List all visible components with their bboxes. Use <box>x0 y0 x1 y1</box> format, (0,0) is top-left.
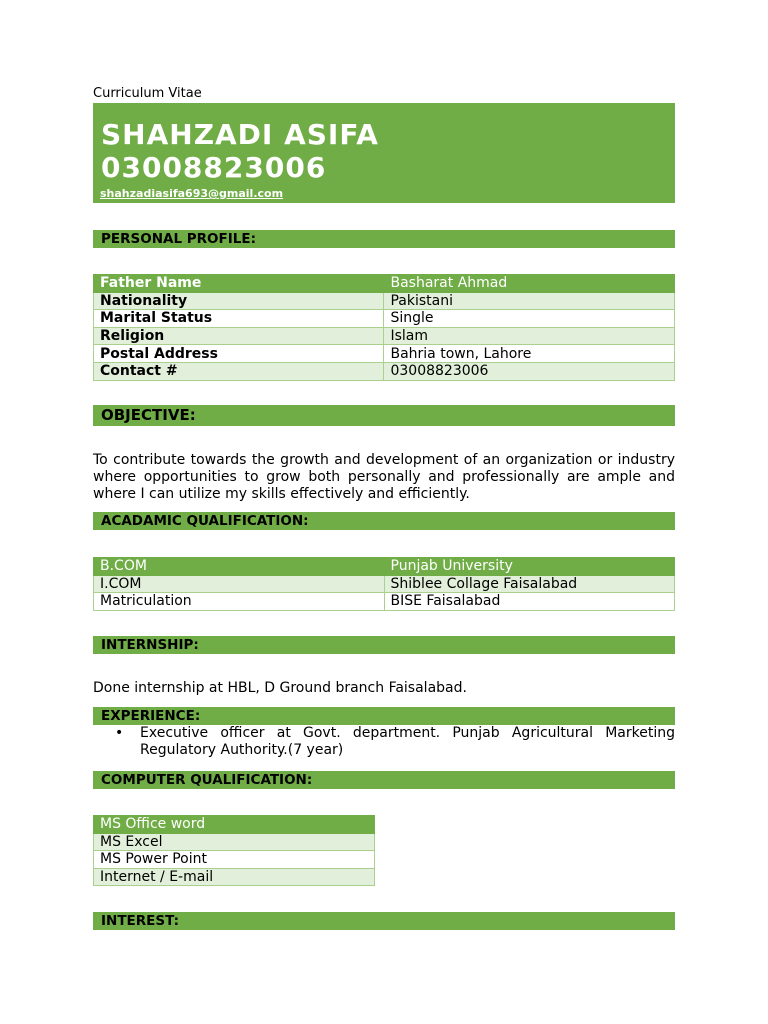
academic-degree: Matriculation <box>94 593 385 611</box>
academic-institute: BISE Faisalabad <box>384 593 674 611</box>
profile-value: Bahria town, Lahore <box>384 345 675 363</box>
table-row <box>94 833 375 851</box>
section-internship: INTERNSHIP: <box>93 636 675 654</box>
section-personal-profile: PERSONAL PROFILE: <box>93 230 675 248</box>
table-row <box>94 345 675 363</box>
table-row <box>94 558 675 576</box>
profile-value: Islam <box>384 327 675 345</box>
internship-text: Done internship at HBL, D Ground branch Faisalabad. <box>93 680 467 696</box>
section-experience: EXPERIENCE: <box>93 707 675 725</box>
table-row <box>94 575 675 593</box>
computer-table <box>93 815 375 886</box>
profile-value: Pakistani <box>384 292 675 310</box>
profile-label: Postal Address <box>94 345 384 363</box>
table-row <box>94 868 375 886</box>
computer-skill: MS Office word <box>94 816 375 834</box>
header-banner <box>93 103 675 203</box>
candidate-name: SHAHZADI ASIFA <box>101 118 379 151</box>
table-row <box>94 851 375 869</box>
profile-value: Single <box>384 310 675 328</box>
section-interest: INTEREST: <box>93 912 675 930</box>
table-row <box>94 593 675 611</box>
bullet-icon: • <box>115 725 124 741</box>
profile-table <box>93 274 675 381</box>
table-row <box>94 310 675 328</box>
profile-value: 03008823006 <box>384 362 675 380</box>
computer-skill: MS Excel <box>94 833 375 851</box>
profile-label: Religion <box>94 327 384 345</box>
table-row <box>94 362 675 380</box>
table-row <box>94 275 675 293</box>
profile-label: Nationality <box>94 292 384 310</box>
computer-skill: Internet / E-mail <box>94 868 375 886</box>
candidate-email-link[interactable]: shahzadiasifa693@gmail.com <box>100 187 284 200</box>
document-label: Curriculum Vitae <box>93 86 202 101</box>
objective-text: To contribute towards the growth and development of an organization or industry where opportunities to grow both personally and professionally are ample and where I can utilize my skills effectively and efficiently. <box>93 452 675 502</box>
academic-degree: I.COM <box>94 575 385 593</box>
profile-label: Marital Status <box>94 310 384 328</box>
table-row <box>94 816 375 834</box>
section-objective: OBJECTIVE: <box>93 405 675 426</box>
experience-text: Executive officer at Govt. department. Punjab Agricultural Marketing Regulatory Authority.(7 year) <box>140 725 675 758</box>
table-row <box>94 327 675 345</box>
profile-label: Father Name <box>94 275 384 293</box>
candidate-phone: 03008823006 <box>101 151 327 184</box>
profile-value: Basharat Ahmad <box>384 275 675 293</box>
section-academic: ACADAMIC QUALIFICATION: <box>93 512 675 530</box>
academic-table <box>93 557 675 611</box>
profile-label: Contact # <box>94 362 384 380</box>
section-computer: COMPUTER QUALIFICATION: <box>93 771 675 789</box>
computer-skill: MS Power Point <box>94 851 375 869</box>
academic-institute: Shiblee Collage Faisalabad <box>384 575 674 593</box>
academic-degree: B.COM <box>94 558 385 576</box>
table-row <box>94 292 675 310</box>
academic-institute: Punjab University <box>384 558 674 576</box>
